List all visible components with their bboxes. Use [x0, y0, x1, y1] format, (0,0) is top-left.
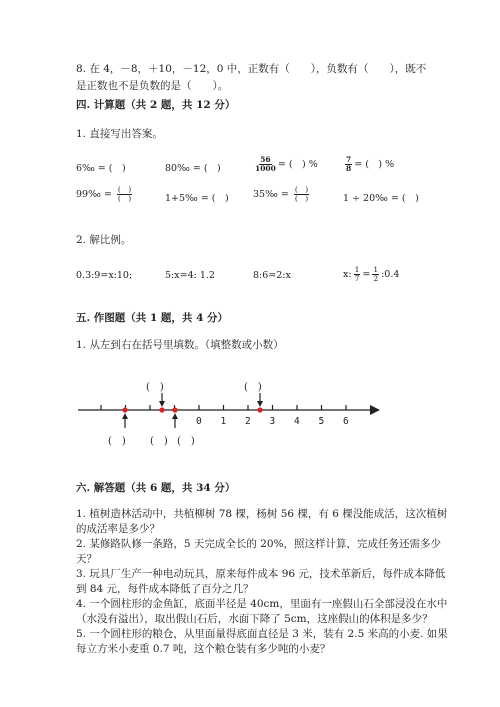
- calc-r1-a: 6‰ = ( ): [76, 163, 126, 174]
- calc-r2-a-pre: 99‰ =: [76, 189, 112, 200]
- denominator: ( ): [117, 194, 132, 203]
- marker-point: [122, 407, 127, 412]
- denominator: 7: [354, 274, 360, 283]
- proportion-d-post: :0.4: [381, 269, 400, 280]
- problem-text-line: 的成活率是多少？: [76, 523, 160, 535]
- problem-text-line: 1. 植树造林活动中，共植柳树 78 棵，杨树 56 棵，有 6 棵没能成活，这次植树: [76, 508, 448, 520]
- problem-text-line: 2. 某修路队修一条路，5 天完成全长的 20%，照这样计算，完成任务还需多少: [76, 538, 442, 550]
- problem-text-line: 3. 玩具厂生产一种电动玩具，原来每件成本 96 元，技术革新后，每件成本降低: [76, 568, 446, 580]
- calc-r1-d: [343, 156, 394, 173]
- calc-r2-c-pre: 35‰ =: [253, 189, 289, 200]
- question-8-line-1: 8. 在 4，－8，＋10，－12，0 中，正数有（ ），负数有（ ），既不: [76, 63, 427, 75]
- problem-text-line: （水没有溢出），取出假山石后，水面下降了 5cm，这座假山的体积是多少？: [76, 613, 433, 625]
- down-arrow-head: [159, 401, 165, 407]
- denominator: 2: [373, 274, 379, 283]
- tick-label: 0: [196, 416, 202, 427]
- proportion-d: [343, 266, 399, 283]
- answer-blank-below-3: ( ): [177, 436, 195, 447]
- denominator: 8: [346, 164, 352, 173]
- marker-point: [159, 407, 164, 412]
- fraction: [294, 186, 309, 203]
- tick-label: 2: [245, 416, 251, 427]
- problem-text-line: 到 84 元，每件成本降低了百分之几？: [76, 583, 254, 595]
- proportion-b: 5:x=4: 1.2: [165, 270, 215, 281]
- section-4-question-2: 2. 解比例。: [76, 234, 132, 246]
- tick-label: 1: [220, 416, 227, 427]
- section-4-title: 四. 计算题（共 2 题，共 12 分）: [76, 99, 236, 111]
- calc-r1-b: 80‰ = ( ): [165, 163, 221, 174]
- number-line-arrowhead: [370, 405, 380, 415]
- fraction: [345, 156, 352, 173]
- marker-point: [172, 407, 177, 412]
- proportion-a: 0.3:9=x:10;: [76, 270, 133, 281]
- problem-text-line: 4. 一个圆柱形的金鱼缸，底面半径是 40cm，里面有一座假山石全部浸没在水中: [76, 598, 448, 610]
- denominator: 1000: [255, 164, 276, 173]
- tick-label: 4: [294, 416, 300, 427]
- numerator: 1: [354, 265, 360, 274]
- tick-label: 6: [343, 416, 349, 427]
- problem-text-line: 天？: [76, 553, 97, 565]
- answer-blank-above-2: ( ): [244, 382, 262, 393]
- calc-r2-a: [76, 186, 134, 203]
- section-5-question-1: 1. 从左到右在括号里填数。（填整数或小数）: [76, 339, 284, 351]
- numerator: 7: [346, 155, 352, 164]
- section-4-question-1: 1. 直接写出答案。: [76, 128, 163, 140]
- fraction: [372, 266, 379, 283]
- calc-r1-d-rest: = ( ) %: [354, 159, 395, 170]
- tick-label: 3: [269, 416, 276, 427]
- section-5-title: 五. 作图题（共 1 题，共 4 分）: [76, 312, 229, 324]
- numerator: 56: [260, 155, 271, 164]
- answer-blank-below-2: ( ): [150, 436, 168, 447]
- answer-blank-above-1: ( ): [146, 382, 164, 393]
- calc-r2-b: 1+5‰ = ( ): [165, 193, 229, 204]
- calc-r2-c: [253, 186, 311, 203]
- numerator: ( ): [117, 185, 132, 194]
- answer-blank-below-1: ( ): [108, 436, 126, 447]
- proportion-c: 8:6=2:x: [253, 270, 291, 281]
- section-6-title: 六. 解答题（共 6 题，共 34 分）: [76, 482, 236, 494]
- proportion-d-pre: x:: [343, 269, 352, 280]
- fraction: [117, 186, 132, 203]
- proportion-d-eq: =: [362, 269, 371, 280]
- up-arrow-head: [122, 413, 128, 419]
- down-arrow-head: [257, 401, 263, 407]
- question-8-line-2: 是正数也不是负数的是（ ）。: [76, 80, 229, 92]
- numerator: 1: [373, 265, 379, 274]
- numerator: ( ): [294, 185, 309, 194]
- calc-r1-c: [253, 156, 318, 173]
- denominator: ( ): [294, 194, 309, 203]
- tick-label: 5: [318, 416, 325, 427]
- calc-r1-c-rest: = ( ) %: [277, 159, 318, 170]
- up-arrow-head: [172, 413, 178, 419]
- marker-point: [257, 407, 262, 412]
- fraction: [354, 266, 361, 283]
- problem-text-line: 5. 一个圆柱形的粮仓，从里面量得底面直径是 3 米，装有 2.5 米高的小麦. 如果: [76, 628, 448, 640]
- fraction: [255, 156, 276, 173]
- problem-text-line: 每立方米小麦重 0.7 吨，这个粮仓装有多少吨的小麦？: [76, 643, 331, 655]
- calc-r2-d: 1 ÷ 20‰ = ( ): [343, 193, 419, 204]
